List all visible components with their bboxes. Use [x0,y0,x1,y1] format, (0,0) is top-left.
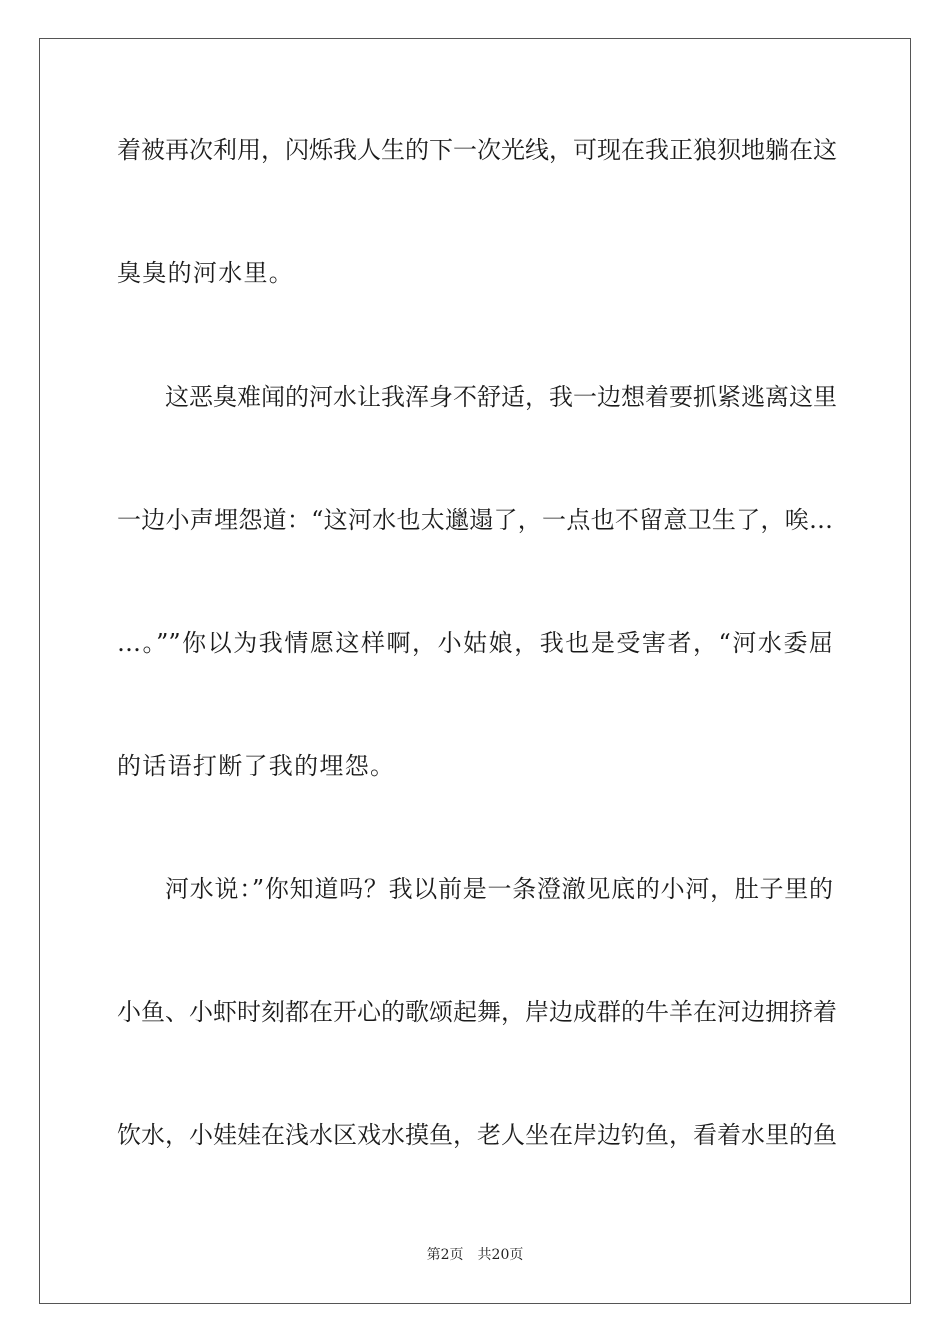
paragraph-line: 饮水，小娃娃在浅水区戏水摸鱼，老人坐在岸边钓鱼，看着水里的鱼 [117,1121,837,1149]
paragraph-line: 一边小声埋怨道：“这河水也太邋遢了，一点也不留意卫生了，唉… [117,506,833,534]
page-border [39,38,911,1304]
paragraph-line: 小鱼、小虾时刻都在开心的歌颂起舞，岸边成群的牛羊在河边拥挤着 [117,998,837,1026]
paragraph-line: 着被再次利用，闪烁我人生的下一次光线，可现在我正狼狈地躺在这 [117,136,837,164]
page-number-current: 第2页 [426,1247,464,1263]
page-footer [0,1245,950,1265]
paragraph-line: 这恶臭难闻的河水让我浑身不舒适，我一边想着要抓紧逃离这里 [165,383,837,411]
paragraph-line: 臭臭的河水里。 [117,259,295,287]
paragraph-line: 河水说：”你知道吗？我以前是一条澄澈见底的小河，肚子里的 [165,875,833,903]
paragraph-line: …。””你以为我情愿这样啊，小姑娘，我也是受害者，“河水委屈 [117,629,833,657]
page-number-total: 共20页 [477,1247,524,1263]
paragraph-line: 的话语打断了我的埋怨。 [117,752,396,780]
